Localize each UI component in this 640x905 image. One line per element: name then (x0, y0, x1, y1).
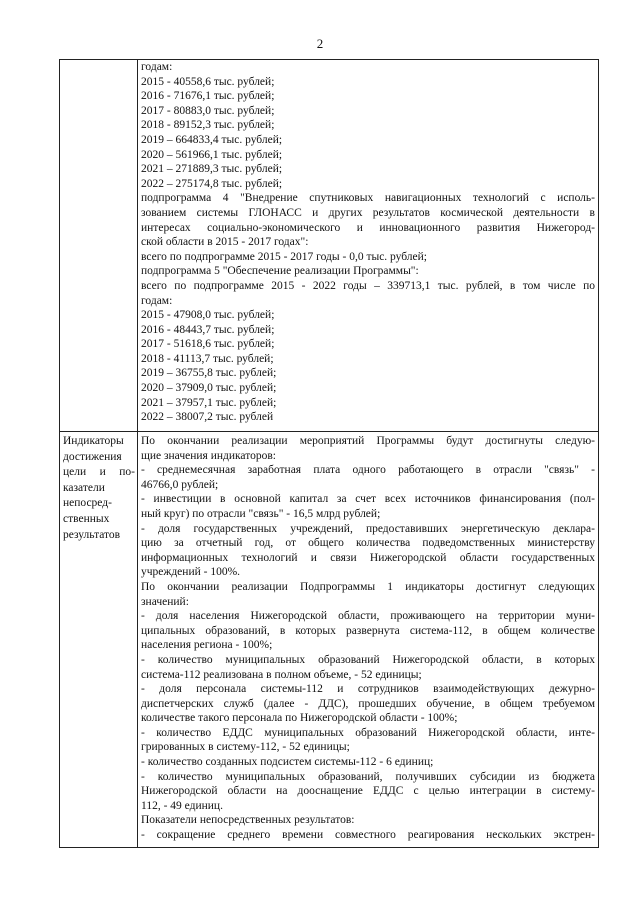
text-line: 2019 – 36755,8 тыс. рублей; (141, 367, 277, 380)
table-row-financing (60, 60, 599, 432)
label-line: результатов (63, 528, 121, 541)
text-line: - количество муниципальных образований Нижегородской области, в которых (141, 653, 595, 666)
text-line: - инвестиции в основной капитал за счет всех источников финансирования (пол- (141, 493, 595, 506)
text-line: щие значения индикаторов: (141, 449, 276, 462)
text-line: 2017 - 51618,6 тыс. рублей; (141, 338, 275, 351)
text-line: По окончании реализации Подпрограммы 1 индикаторы достигнут следующих (141, 580, 595, 593)
financing-text (138, 60, 598, 429)
text-line: 2018 - 89152,3 тыс. рублей; (141, 119, 275, 132)
text-line: 2021 – 37957,1 тыс. рублей; (141, 396, 277, 409)
text-line: - доля государственных учреждений, предоставивших энергетическую деклара- (141, 522, 595, 535)
row-label-cell (60, 432, 138, 848)
text-line: 2019 – 664833,4 тыс. рублей; (141, 133, 283, 146)
text-line: цию за отчетный год, от общего количества подведомственных министерству (141, 537, 595, 550)
text-line: количестве такого персонала по Нижегородской области - 100%; (141, 712, 458, 725)
label-line: непосред- (63, 497, 112, 510)
text-line: подпрограмма 5 "Обеспечение реализации Программы": (141, 265, 419, 278)
label-line: достижения (63, 450, 122, 463)
row-content-cell (138, 60, 599, 432)
text-line: - среднемесячная заработная плата одного работающего в отрасли "связь" - (141, 464, 595, 477)
text-line: интересах социально-экономического и инновационного развития Нижегород- (141, 221, 595, 234)
text-line: ный круг) по отрасли "связь" - 16,5 млрд рублей; (141, 507, 381, 520)
row-content-cell (138, 432, 599, 848)
text-line: - доля персонала системы-112 и сотрудников взаимодействующих дежурно- (141, 683, 595, 696)
row-label (60, 60, 137, 62)
text-line: 2022 – 275174,8 тыс. рублей; (141, 177, 283, 190)
text-line: зованием системы ГЛОНАСС и других результатов космической деятельности в (141, 206, 595, 219)
text-line: 2016 - 71676,1 тыс. рублей; (141, 90, 275, 103)
text-line: 2021 – 271889,3 тыс. рублей; (141, 163, 283, 176)
indicators-text (138, 432, 598, 847)
text-line: годам: (141, 294, 173, 307)
label-line: Индикаторы (63, 435, 124, 447)
text-line: - количество муниципальных образований, получивших субсидии из бюджета (141, 770, 595, 783)
text-line: 2018 - 41113,7 тыс. рублей; (141, 352, 274, 365)
text-line: 46766,0 рублей; (141, 478, 219, 491)
text-line: Показатели непосредственных результатов: (141, 814, 355, 827)
text-line: Нижегородской области на дооснащение ЕДДС с целью интеграции в систему- (141, 785, 595, 798)
text-line: ской области в 2015 - 2017 годах": (141, 236, 309, 249)
text-line: - количество созданных подсистем системы-112 - 6 единиц; (141, 756, 434, 769)
text-line: 2020 – 561966,1 тыс. рублей; (141, 148, 283, 161)
text-line: 2015 - 47908,0 тыс. рублей; (141, 309, 275, 322)
text-line: грированных в систему-112, - 52 единицы; (141, 741, 350, 754)
row-label-cell (60, 60, 138, 432)
label-line: казатели (63, 481, 105, 494)
text-line: - сокращение среднего времени совместного реагирования нескольких экстрен- (141, 829, 595, 842)
text-line: 2022 – 38007,2 тыс. рублей (141, 411, 274, 424)
label-line: ственных (63, 512, 110, 525)
text-line: учреждений - 100%. (141, 566, 241, 579)
text-line: По окончании реализации мероприятий Программы будут достигнуты следую- (141, 435, 595, 447)
label-line: цели и по- (63, 466, 135, 479)
text-line: всего по подпрограмме 2015 - 2017 годы - 0,0 тыс. рублей; (141, 250, 428, 263)
text-line: ципальных образований, в которых развернута система-112, в общем количестве (141, 624, 595, 637)
text-line: система-112 реализована в полном объеме, - 52 единицы; (141, 668, 422, 681)
table-row-indicators (60, 432, 599, 848)
text-line: диспетчерских служб (далее - ДДС), прошедших обучение, в общем требуемом (141, 697, 595, 710)
text-line: 2017 - 80883,0 тыс. рублей; (141, 104, 275, 117)
page-number: 2 (316, 36, 324, 51)
text-line: 2015 - 40558,6 тыс. рублей; (141, 75, 275, 88)
text-line: - количество ЕДДС муниципальных образований Нижегородской области, инте- (141, 726, 595, 739)
text-line: годам: (141, 61, 173, 73)
text-line: всего по подпрограмме 2015 - 2022 годы – 339713,1 тыс. рублей, в том числе по (141, 279, 595, 292)
text-line: информационных технологий и связи Нижегородской области государственных (141, 551, 595, 564)
text-line: 112, - 49 единиц. (141, 799, 223, 812)
text-line: значений: (141, 595, 189, 608)
row-label (60, 432, 137, 543)
text-line: - доля населения Нижегородской области, проживающего на территории муни- (141, 610, 595, 623)
text-line: 2016 - 48443,7 тыс. рублей; (141, 323, 275, 336)
text-line: подпрограмма 4 "Внедрение спутниковых навигационных технологий с исполь- (141, 192, 595, 205)
text-line: населения региона - 100%; (141, 639, 273, 652)
program-passport-table (59, 59, 599, 848)
text-line: 2020 – 37909,0 тыс. рублей; (141, 382, 277, 395)
